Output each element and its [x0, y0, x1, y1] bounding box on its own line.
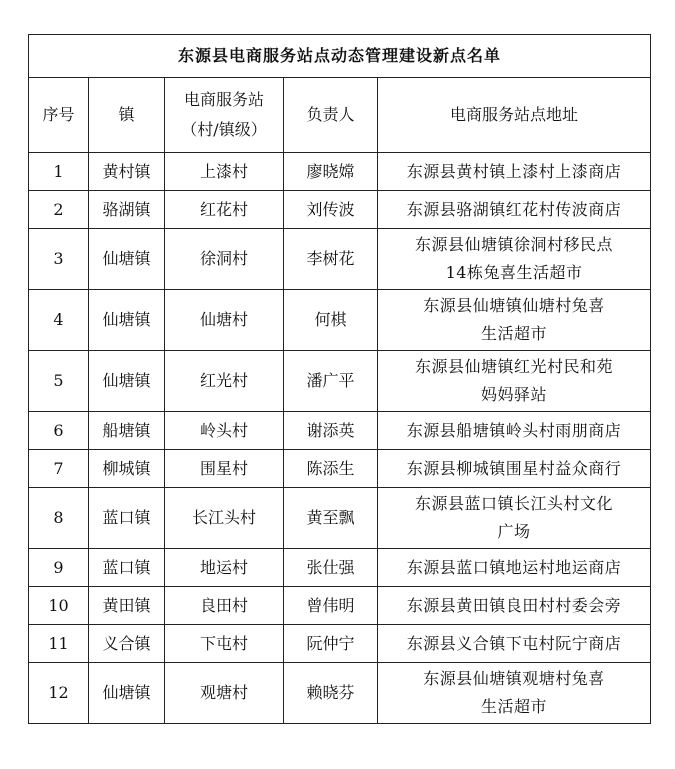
cell-person: 赖晓芬	[284, 663, 378, 724]
address-line1: 东源县蓝口镇地运村地运商店	[406, 557, 622, 577]
address-line1: 东源县仙塘镇红光村民和苑	[415, 357, 614, 376]
cell-town: 仙塘镇	[89, 229, 165, 290]
cell-no: 12	[29, 663, 89, 724]
cell-address	[378, 450, 651, 488]
cell-town: 义合镇	[89, 625, 165, 663]
cell-address	[378, 290, 651, 351]
address-line1: 东源县仙塘镇观塘村兔喜	[423, 669, 605, 688]
cell-village: 观塘村	[165, 663, 284, 724]
header-town: 镇	[89, 78, 165, 153]
title-row	[29, 35, 651, 78]
cell-person: 曾伟明	[284, 587, 378, 625]
address-line2: 14栋兔喜生活超市	[445, 263, 583, 282]
cell-no: 11	[29, 625, 89, 663]
cell-person: 潘广平	[284, 351, 378, 412]
cell-village: 良田村	[165, 587, 284, 625]
address-line1: 东源县柳城镇围星村益众商行	[406, 458, 622, 478]
cell-town: 蓝口镇	[89, 549, 165, 587]
cell-town: 黄村镇	[89, 153, 165, 191]
cell-address	[378, 587, 651, 625]
cell-person: 阮仲宁	[284, 625, 378, 663]
cell-address	[378, 549, 651, 587]
table-row	[29, 229, 651, 290]
cell-village: 围星村	[165, 450, 284, 488]
table-row	[29, 663, 651, 724]
address-line2: 妈妈驿站	[481, 385, 548, 404]
header-address: 电商服务站点地址	[378, 78, 651, 153]
cell-no: 5	[29, 351, 89, 412]
cell-person: 谢添英	[284, 412, 378, 450]
address-line1: 东源县仙塘镇徐洞村移民点	[415, 235, 614, 254]
address-line1: 东源县黄田镇良田村村委会旁	[406, 595, 622, 615]
cell-village: 岭头村	[165, 412, 284, 450]
cell-village: 长江头村	[165, 488, 284, 549]
table-row	[29, 450, 651, 488]
cell-town: 骆湖镇	[89, 191, 165, 229]
cell-no: 2	[29, 191, 89, 229]
cell-town: 黄田镇	[89, 587, 165, 625]
address-line1: 东源县蓝口镇长江头村文化	[415, 494, 614, 513]
cell-person: 张仕强	[284, 549, 378, 587]
table-row	[29, 625, 651, 663]
cell-person: 黄至飘	[284, 488, 378, 549]
cell-village: 上漆村	[165, 153, 284, 191]
header-station-line2: （村/镇级）	[181, 120, 267, 139]
cell-address	[378, 488, 651, 549]
header-no: 序号	[29, 78, 89, 153]
cell-address	[378, 191, 651, 229]
cell-person: 廖晓嫦	[284, 153, 378, 191]
cell-no: 10	[29, 587, 89, 625]
cell-no: 7	[29, 450, 89, 488]
table-row	[29, 488, 651, 549]
cell-person: 何棋	[284, 290, 378, 351]
cell-no: 9	[29, 549, 89, 587]
table-row	[29, 549, 651, 587]
cell-no: 1	[29, 153, 89, 191]
address-line2: 生活超市	[481, 697, 548, 716]
cell-village: 红花村	[165, 191, 284, 229]
address-line2: 广场	[497, 522, 531, 541]
cell-no: 8	[29, 488, 89, 549]
cell-town: 仙塘镇	[89, 663, 165, 724]
cell-address	[378, 663, 651, 724]
cell-village: 仙塘村	[165, 290, 284, 351]
cell-town: 船塘镇	[89, 412, 165, 450]
address-line1: 东源县仙塘镇仙塘村兔喜	[423, 296, 605, 315]
cell-address	[378, 229, 651, 290]
cell-no: 4	[29, 290, 89, 351]
cell-town: 柳城镇	[89, 450, 165, 488]
address-line1: 东源县黄村镇上漆村上漆商店	[406, 161, 622, 181]
cell-person: 刘传波	[284, 191, 378, 229]
cell-town: 蓝口镇	[89, 488, 165, 549]
table-row	[29, 351, 651, 412]
address-line1: 东源县义合镇下屯村阮宁商店	[406, 633, 622, 653]
cell-person: 陈添生	[284, 450, 378, 488]
table-row	[29, 191, 651, 229]
cell-no: 6	[29, 412, 89, 450]
cell-address	[378, 351, 651, 412]
cell-person: 李树花	[284, 229, 378, 290]
table-title: 东源县电商服务站点动态管理建设新点名单	[29, 35, 651, 78]
header-station	[165, 78, 284, 153]
address-line1: 东源县船塘镇岭头村雨朋商店	[406, 420, 622, 440]
table-row	[29, 153, 651, 191]
cell-village: 徐洞村	[165, 229, 284, 290]
cell-village: 红光村	[165, 351, 284, 412]
cell-town: 仙塘镇	[89, 351, 165, 412]
cell-village: 下屯村	[165, 625, 284, 663]
header-row	[29, 78, 651, 153]
table-row	[29, 290, 651, 351]
header-person: 负责人	[284, 78, 378, 153]
cell-no: 3	[29, 229, 89, 290]
table-row	[29, 587, 651, 625]
cell-address	[378, 153, 651, 191]
cell-address	[378, 412, 651, 450]
address-line2: 生活超市	[481, 324, 548, 343]
header-station-line1: 电商服务站	[183, 90, 264, 109]
cell-town: 仙塘镇	[89, 290, 165, 351]
cell-village: 地运村	[165, 549, 284, 587]
station-list-table	[28, 34, 651, 724]
address-line1: 东源县骆湖镇红花村传波商店	[406, 199, 622, 219]
table-row	[29, 412, 651, 450]
cell-address	[378, 625, 651, 663]
